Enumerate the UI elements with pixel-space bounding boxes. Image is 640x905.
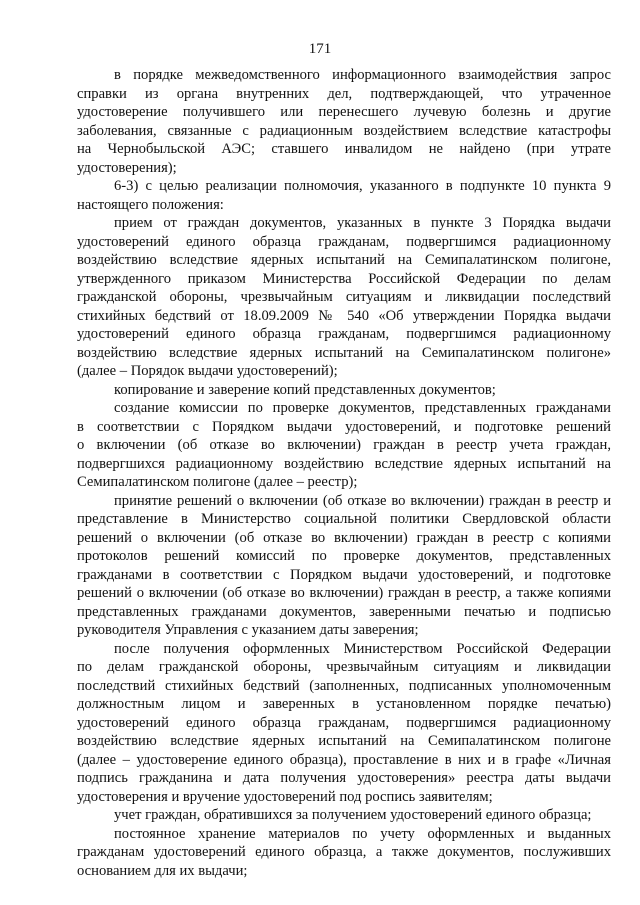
paragraph bbox=[77, 381, 611, 400]
text-line: гражданам удостоверений единого образца, а также документов, послуживших bbox=[77, 844, 611, 860]
page-number: 171 bbox=[308, 41, 332, 57]
text-line: 6-3) с целью реализации полномочия, указанного в подпункте 10 пункта 9 bbox=[114, 178, 611, 194]
text-line: постоянное хранение материалов по учету оформленных и выданных bbox=[114, 825, 611, 842]
text-line: заболевания, связанные с радиационным воздействием вследствие катастрофы bbox=[77, 122, 611, 139]
text-line: настоящего положения: bbox=[77, 196, 224, 213]
text-line: руководителя Управления с указанием даты заверения; bbox=[77, 622, 419, 638]
text-line: удостоверения); bbox=[77, 159, 177, 176]
text-line: гражданами в соответствии с Порядком выдачи удостоверений, и подготовке bbox=[77, 566, 611, 583]
text-line: воздействию вследствие ядерных испытаний на Семипалатинском полигоне» bbox=[77, 344, 611, 361]
paragraph bbox=[77, 399, 611, 492]
document-body bbox=[77, 66, 611, 880]
text-line: решений о включении (об отказе во включении) граждан в реестр с копиями bbox=[77, 529, 611, 546]
text-line: гражданской обороны, чрезвычайным ситуациям и ликвидации последствий bbox=[77, 289, 611, 305]
paragraph bbox=[77, 640, 611, 807]
text-line: на Чернобыльской АЭС; ставшего инвалидом не найдено (при утрате bbox=[77, 141, 611, 157]
paragraph bbox=[77, 492, 611, 640]
text-line: Семипалатинском полигоне (далее – реестр); bbox=[77, 474, 358, 490]
text-line: создание комиссии по проверке документов, представленных гражданами bbox=[114, 400, 611, 416]
text-line: прием от граждан документов, указанных в пункте 3 Порядка выдачи bbox=[114, 215, 611, 231]
text-line: удостоверений единого образца гражданам, подвергшимся радиационному bbox=[77, 233, 611, 250]
text-line: копирование и заверение копий представленных документов; bbox=[114, 381, 496, 398]
text-line: основанием для их выдачи; bbox=[77, 862, 248, 879]
text-line: принятие решений о включении (об отказе во включении) граждан в реестр и bbox=[114, 492, 611, 509]
text-line: в порядке межведомственного информационного взаимодействия запрос bbox=[114, 67, 611, 83]
text-line: удостоверение получившего или перенесшего лучевую болезнь и другие bbox=[77, 104, 611, 120]
paragraph bbox=[77, 214, 611, 381]
text-line: после получения оформленных Министерством Российской Федерации bbox=[114, 640, 611, 657]
text-line: (далее – Порядок выдачи удостоверений); bbox=[77, 363, 338, 379]
text-line: должностным лицом и заверенных в установленном порядке печатью) bbox=[77, 696, 611, 712]
text-line: удостоверений единого образца гражданам, подвергшимся радиационному bbox=[77, 714, 611, 731]
paragraph bbox=[77, 825, 611, 881]
text-line: удостоверений единого образца гражданам, подвергшимся радиационному bbox=[77, 326, 611, 342]
text-line: (далее – удостоверение единого образца), проставление в них и в графе «Личная bbox=[77, 751, 611, 768]
text-line: протоколов решений комиссий по проверке документов, представленных bbox=[77, 548, 611, 564]
text-line: в соответствии с Порядком выдачи удостоверений, и подготовке решений bbox=[77, 418, 611, 435]
text-line: представление в Министерство социальной политики Свердловской области bbox=[77, 511, 611, 527]
text-line: воздействию вследствие ядерных испытаний на Семипалатинском полигоне, bbox=[77, 252, 611, 268]
text-line: удостоверения и вручение удостоверений под роспись заявителям; bbox=[77, 788, 493, 805]
text-line: по делам гражданской обороны, чрезвычайным ситуациям и ликвидации bbox=[77, 659, 611, 675]
text-line: подпись гражданина и дата получения удостоверения» реестра даты выдачи bbox=[77, 770, 611, 786]
text-line: последствий стихийных бедствий (заполненных, подписанных уполномоченным bbox=[77, 677, 611, 694]
text-line: утвержденного приказом Министерства Российской Федерации по делам bbox=[77, 270, 611, 287]
text-line: стихийных бедствий от 18.09.2009 № 540 «Об утверждении Порядка выдачи bbox=[77, 307, 611, 324]
paragraph bbox=[77, 806, 611, 825]
text-line: решений о включении (об отказе во включении) граждан в реестр, а также копиями bbox=[77, 585, 611, 601]
text-line: справки из органа внутренних дел, подтверждающей, что утраченное bbox=[77, 85, 611, 102]
text-line: представленных гражданами документов, заверенными печатью и подписью bbox=[77, 603, 611, 620]
text-line: воздействию вследствие ядерных испытаний на Семипалатинском полигоне bbox=[77, 733, 611, 749]
paragraph bbox=[77, 177, 611, 214]
text-line: о включении (об отказе во включении) граждан в реестр учета граждан, bbox=[77, 437, 611, 453]
paragraph bbox=[77, 66, 611, 177]
text-line: учет граждан, обратившихся за получением удостоверений единого образца; bbox=[114, 807, 592, 823]
text-line: подвергшихся радиационному воздействию вследствие ядерных испытаний на bbox=[77, 455, 611, 472]
